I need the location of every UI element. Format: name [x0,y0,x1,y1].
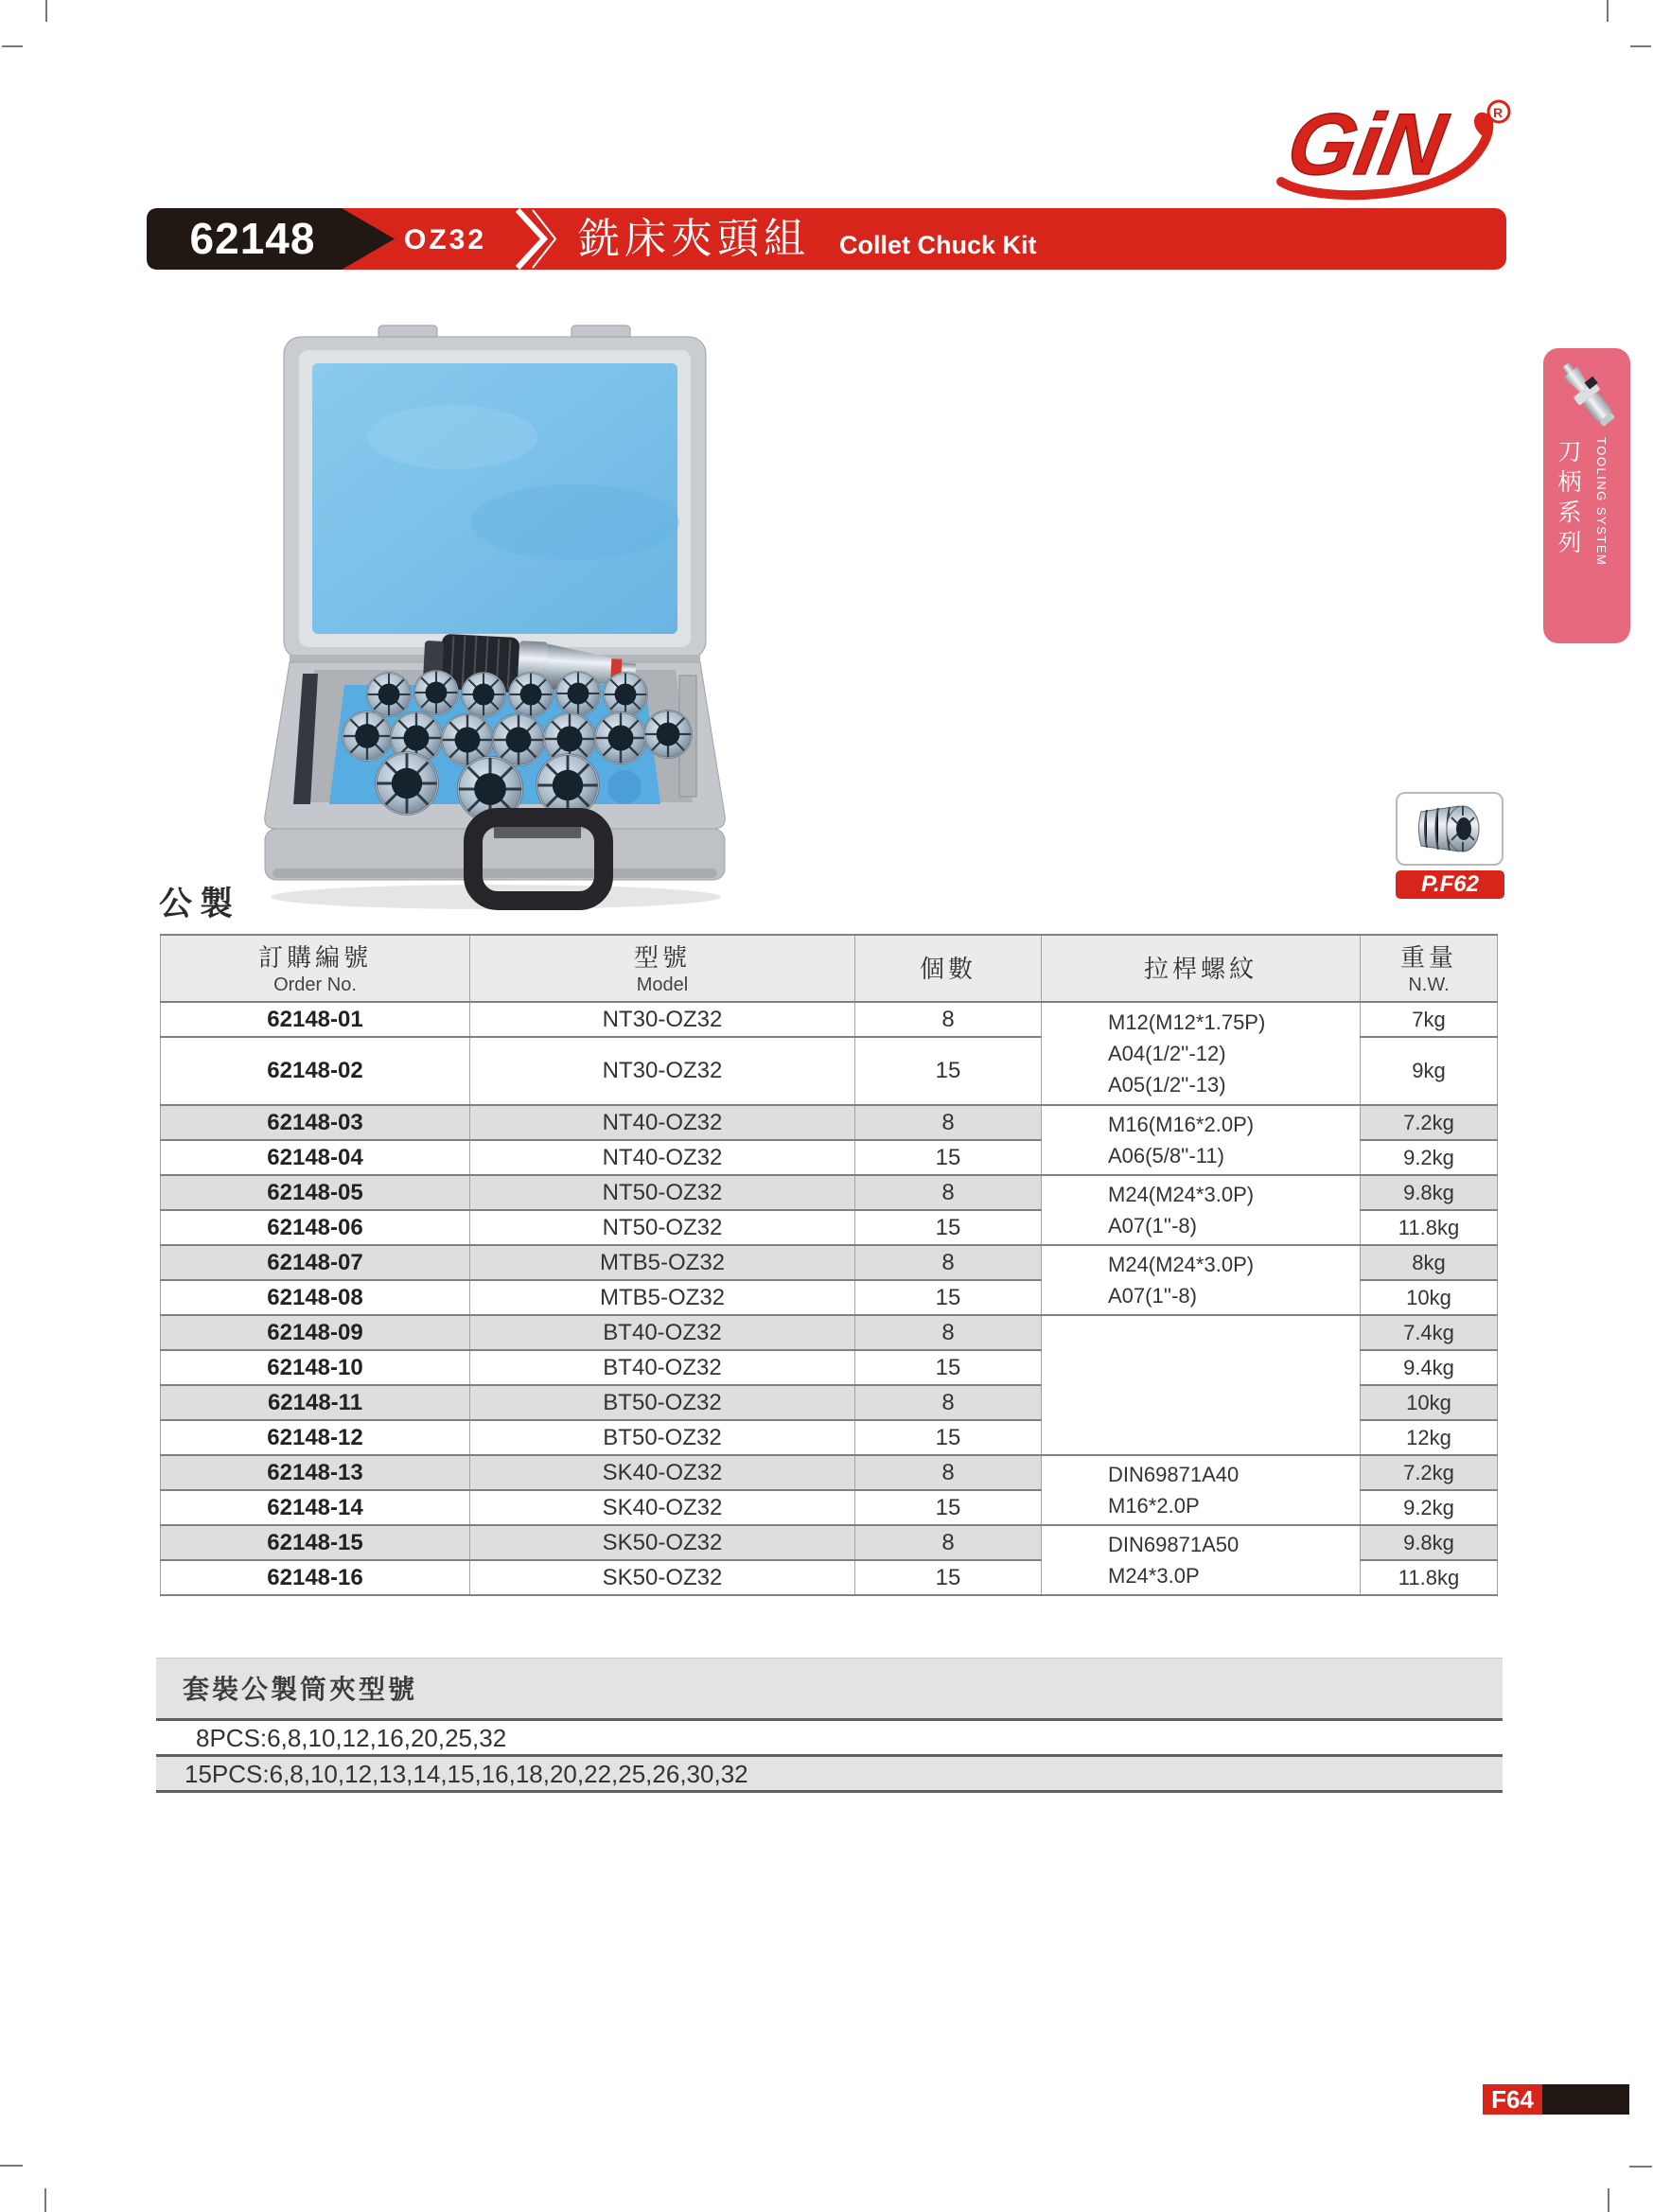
cell-model: SK40-OZ32 [470,1455,855,1490]
series-label-en: TOOLING SYSTEM [1594,437,1609,567]
table-row [161,1245,1498,1280]
cell-qty: 8 [855,1315,1042,1350]
col-header-qty: 個數 [855,935,1042,1002]
cell-qty: 8 [855,1175,1042,1210]
page-number-badge: F64 [1483,2084,1542,2115]
cell-qty: 15 [855,1420,1042,1455]
cell-model: BT50-OZ32 [470,1385,855,1420]
cell-weight: 9.4kg [1361,1350,1498,1385]
cell-order-no: 62148-08 [161,1280,470,1315]
section-header-bar [147,208,1506,270]
table-header-row [161,935,1498,1002]
cell-model: MTB5-OZ32 [470,1245,855,1280]
cell-order-no: 62148-12 [161,1420,470,1455]
cell-model: MTB5-OZ32 [470,1280,855,1315]
cell-qty: 8 [855,1455,1042,1490]
set-contents-15pcs: 15PCS:6,8,10,12,13,14,15,16,18,20,22,25,26,30,32 [156,1757,1503,1793]
cell-qty: 8 [855,1525,1042,1560]
header-order-no: 62148 [189,214,316,263]
cell-model: SK40-OZ32 [470,1490,855,1525]
cell-weight: 10kg [1361,1385,1498,1420]
series-label-cjk: 刀柄系列 [1555,439,1581,560]
cell-weight: 9.8kg [1361,1175,1498,1210]
set-contents-section [156,1658,1503,1793]
cell-drawbar-thread: DIN69871A50 M24*3.0P [1042,1525,1361,1595]
cell-weight: 9kg [1361,1037,1498,1105]
set-contents-title: 套裝公製筒夾型號 [156,1658,1503,1721]
brand-logo-glyphs [1281,96,1455,193]
cell-model: BT40-OZ32 [470,1315,855,1350]
cell-drawbar-thread: M12(M12*1.75P) A04(1/2''-12) A05(1/2''-13) [1042,1002,1361,1105]
cell-qty: 8 [855,1105,1042,1140]
cell-qty: 15 [855,1490,1042,1525]
page-title: 銑床夾頭組 [578,216,810,262]
svg-text:R: R [1493,105,1504,120]
cell-order-no: 62148-01 [161,1002,470,1037]
cell-order-no: 62148-16 [161,1560,470,1595]
set-contents-8pcs: 8PCS:6,8,10,12,16,20,25,32 [156,1721,1503,1757]
cell-model: BT40-OZ32 [470,1350,855,1385]
table-row [161,1175,1498,1210]
cell-weight: 7.2kg [1361,1455,1498,1490]
col-header-weight: 重量 N.W. [1361,935,1498,1002]
cell-weight: 9.2kg [1361,1140,1498,1175]
cell-weight: 7.2kg [1361,1105,1498,1140]
cell-weight: 12kg [1361,1420,1498,1455]
cell-weight: 9.8kg [1361,1525,1498,1560]
unit-label: 公製 [159,886,241,922]
cell-weight: 10kg [1361,1280,1498,1315]
cell-qty: 15 [855,1037,1042,1105]
crop-mark [0,2165,23,2167]
header-size-code: OZ32 [404,224,487,255]
crop-mark [1630,45,1651,47]
cell-order-no: 62148-09 [161,1315,470,1350]
cell-weight: 9.2kg [1361,1490,1498,1525]
cell-weight: 11.8kg [1361,1210,1498,1245]
cell-qty: 8 [855,1385,1042,1420]
collet-thumbnail-box [1396,792,1504,866]
cell-drawbar-thread: DIN69871A40 M16*2.0P [1042,1455,1361,1525]
cell-drawbar-thread: M24(M24*3.0P) A07(1''-8) [1042,1175,1361,1245]
cell-order-no: 62148-14 [161,1490,470,1525]
crop-mark [44,2188,46,2212]
svg-text:GiN: GiN [1280,95,1453,193]
table-row [161,1525,1498,1560]
chevron-right-icon [514,208,559,274]
page-ref-badge: P.F62 [1396,870,1504,899]
page-title-en: Collet Chuck Kit [839,231,1037,259]
col-header-thread: 拉桿螺紋 [1042,935,1361,1002]
cell-order-no: 62148-07 [161,1245,470,1280]
cell-model: NT50-OZ32 [470,1210,855,1245]
cell-drawbar-thread [1042,1315,1361,1455]
col-header-model: 型號 Model [470,935,855,1002]
cell-order-no: 62148-11 [161,1385,470,1420]
cell-order-no: 62148-10 [161,1350,470,1385]
cell-weight: 7kg [1361,1002,1498,1037]
cell-qty: 15 [855,1280,1042,1315]
cell-order-no: 62148-04 [161,1140,470,1175]
series-side-tab [1543,348,1630,643]
cell-order-no: 62148-02 [161,1037,470,1105]
cell-qty: 15 [855,1210,1042,1245]
cell-model: NT30-OZ32 [470,1002,855,1037]
order-number-ribbon [147,208,395,270]
col-header-order-no: 訂購編號 Order No. [161,935,470,1002]
table-row [161,1002,1498,1037]
table-row [161,1455,1498,1490]
table-row [161,1315,1498,1350]
crop-mark [1608,2188,1609,2212]
cell-model: BT50-OZ32 [470,1420,855,1455]
crop-mark [1629,2166,1652,2168]
cell-order-no: 62148-03 [161,1105,470,1140]
spec-table [160,934,1498,1596]
brand-logo [1251,83,1530,208]
product-photo-collet-chuck-kit [263,324,806,915]
cell-order-no: 62148-15 [161,1525,470,1560]
cell-order-no: 62148-13 [161,1455,470,1490]
cell-model: SK50-OZ32 [470,1525,855,1560]
cell-weight: 7.4kg [1361,1315,1498,1350]
cell-drawbar-thread: M24(M24*3.0P) A07(1''-8) [1042,1245,1361,1315]
cell-weight: 11.8kg [1361,1560,1498,1595]
cell-order-no: 62148-05 [161,1175,470,1210]
collet-icon [1404,799,1495,859]
tool-holder-icon [1555,354,1621,440]
crop-mark [1607,0,1609,22]
cell-qty: 15 [855,1140,1042,1175]
table-row [161,1105,1498,1140]
cell-qty: 8 [855,1002,1042,1037]
cell-model: NT30-OZ32 [470,1037,855,1105]
crop-mark [2,45,23,47]
cell-weight: 8kg [1361,1245,1498,1280]
page-number-bar [1542,2084,1629,2115]
cell-model: NT40-OZ32 [470,1105,855,1140]
crop-mark [45,0,47,22]
cell-model: NT50-OZ32 [470,1175,855,1210]
cell-qty: 15 [855,1560,1042,1595]
cell-drawbar-thread: M16(M16*2.0P) A06(5/8''-11) [1042,1105,1361,1175]
cell-model: NT40-OZ32 [470,1140,855,1175]
cell-qty: 15 [855,1350,1042,1385]
cell-order-no: 62148-06 [161,1210,470,1245]
cell-model: SK50-OZ32 [470,1560,855,1595]
cell-qty: 8 [855,1245,1042,1280]
